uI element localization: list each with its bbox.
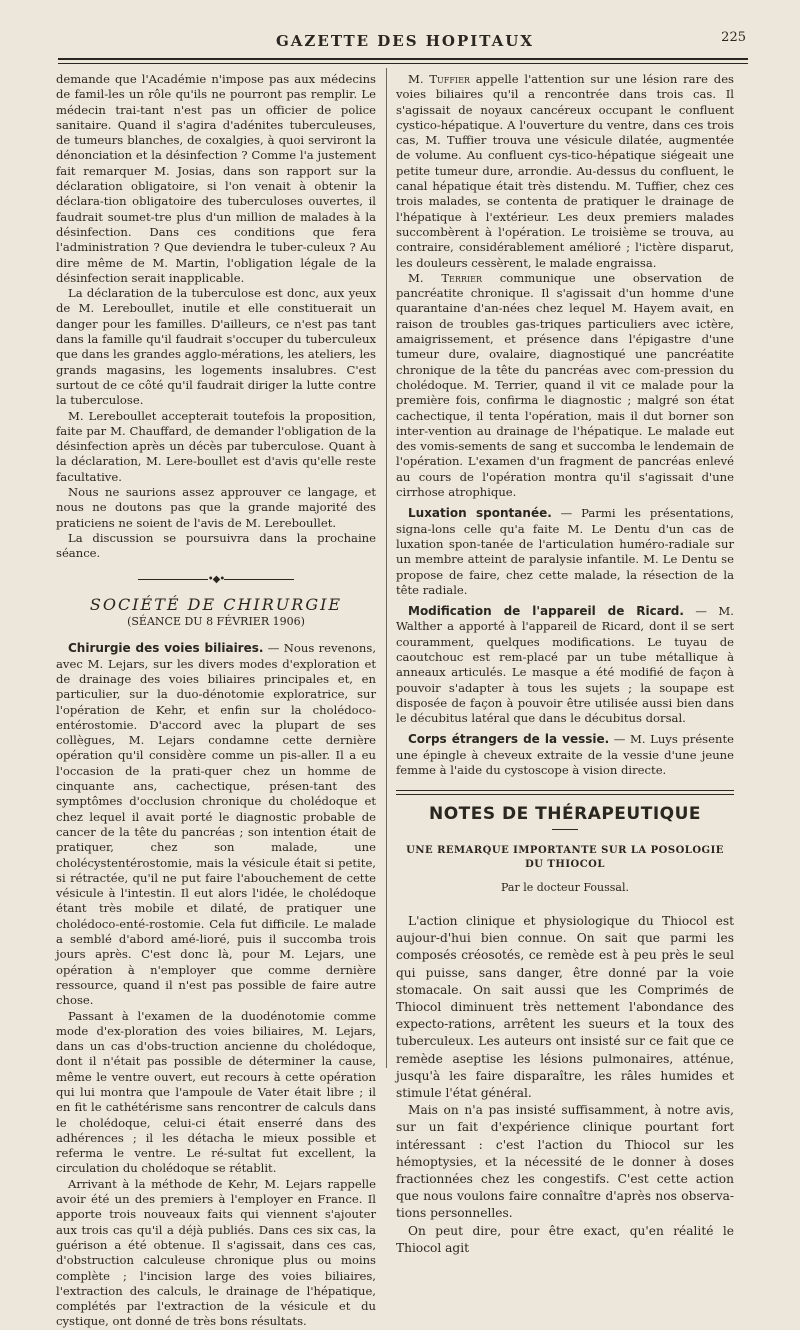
- paragraph-lead: Luxation spontanée.: [408, 506, 552, 521]
- notes-title: NOTES DE THÉRAPEUTIQUE: [428, 804, 702, 825]
- paragraph: L'action clinique et physiologique du Thiocol est aujour-d'hui bien connue. On sait que parmi les composés créosotés, ce remède est à peu près le seul qui puisse, sans danger, être donné par la voie stomacale. On sait aussi que les Comprimés de Thiocol diminuent très nettement l'abondance des expecto-rations, arrêtent les sueurs et la toux des tuberculeux. Les auteurs ont insisté sur ce fait que ce remède aseptise les lésions pulmonaires, atténue, jusqu'à les faire disparaître, les râles humides et stimule l'état général.: [396, 913, 734, 1100]
- article-byline: Par le docteur Foussal.: [501, 880, 629, 894]
- paragraph: La discussion se poursuivra dans la prochaine séance.: [56, 530, 376, 561]
- author-name: M. Terrier: [408, 270, 482, 285]
- paragraph: Passant à l'examen de la duodénotomie comme mode d'ex-ploration des voies biliaires, M. Lejars, dans un cas d'obs-truction ancienne du cholédoque, dont il n'était pas possible de déterminer la cause, même le ventre ouvert, eut recours à cette opération qui lui montra que l'ampoule de Vater était libre ; il en fit le cathétérisme sans rencontrer de calculs dans le cholédoque, celui-ci était enserré dans des adhérences ; il les détacha le mieux possible et referma le ventre. Le ré-sultat fut excellent, la circulation du cholédoque se rétablit.: [56, 1008, 376, 1176]
- paragraph: Corps étrangers de la vessie. — M. Luys présente une épingle à cheveux extraite de la vessie d'une jeune femme à l'aide du cystoscope à vision directe.: [396, 732, 734, 778]
- author-name: M. Tuffier: [408, 72, 470, 86]
- header-rule-thin: [58, 63, 748, 64]
- article-title: UNE REMARQUE IMPORTANTE SUR LA POSOLOGIE DU THIOCOL: [406, 844, 724, 870]
- paragraph: Mais on n'a pas insisté suffisamment, à notre avis, sur un fait d'expérience clinique pourtant fort intéressant : c'est l'action du Thiocol sur les hémoptysies, et la nécessité de le donner à doses fractionnées chez les congestifs. C'est cette action que nous voulons faire connaître d'après nos observa-tions personnelles.: [396, 1103, 734, 1221]
- page-number: 225: [721, 30, 746, 45]
- section-title: SOCIÉTÉ DE CHIRURGIE: [89, 594, 343, 614]
- paragraph: M. Tuffier appelle l'attention sur une lésion rare des voies biliaires qu'il a rencontrée dans trois cas. Il s'agissait de noyaux cancéreux occupant le confluent cystico-hépatique. A l'ouverture du ventre, dans ces trois cas, M. Tuffier trouva une vésicule dilatée, augmentée de volume. Au confluent cys-tico-hépatique siégeait une petite tumeur dure, arrondie. Au-dessus du confluent, le canal hépatique était très distendu. M. Tuffier, chez ces trois malades, se contenta de pratiquer le drainage de l'hépatique à l'extérieur. Les deux premiers malades succombèrent à l'opération. Le troisième se trouva, au contraire, considérablement amélioré ; l'ictère disparut, les douleurs cessèrent, le malade engraissa.: [396, 72, 735, 270]
- paragraph: On peut dire, pour être exact, qu'en réalité le Thiocol agit: [396, 1223, 734, 1255]
- paragraph: Modification de l'appareil de Ricard. — M. Walther a apporté à l'appareil de Ricard, dont il se sert couramment, quelques modifications. Le tuyau de caoutchouc est rem-placé par un tube métallique à anneaux articulés. Le masque a été modifié de façon à pouvoir s'adapter à tous les sujets ; la soupape est disposée de façon à pouvoir être utilisée aussi bien dans le décubitus latéral que dans le décubitus dorsal.: [396, 604, 734, 726]
- masthead-title: GAZETTE DES HOPITAUX: [275, 32, 534, 50]
- article-body: [396, 913, 734, 1257]
- paragraph: Chirurgie des voies biliaires. — Nous revenons, avec M. Lejars, sur les divers modes d'exploration et de drainage des voies biliaires principales et, en particulier, sur la duo-dénotomie exploratrice, sur l'opération de Kehr, et enfin sur la cholédoco-entérostomie. D'accord avec la plupart de ses collègues, M. Lejars condamne cette dernière opération qu'il considère comme un pis-aller. Il a eu l'occasion de la prati-quer chez un homme de cinquante ans, cachectique, présen-tant des symptômes d'occlusion chronique du cholédoque et chez lequel il avait porté le diagnostic probable de cancer de la tête du pancréas ; son intention était de pratiquer, chez son malade, une cholécystentérostomie, mais la vésicule était si petite, si rétractée, qu'il ne put faire l'abouchement de cette vésicule à l'intestin. Il eut alors l'idée, le cholédoque étant très mobile et dilaté, de pratiquer une cholédoco-enté-rostomie. Cela fut difficile. Le malade a semblé d'abord amé-lioré, puis il succomba trois jours après. C'est donc là, pour M. Lejars, une opération à n'employer que comme dernière ressource, quand il n'est pas possible de faire autre chose.: [56, 641, 376, 1008]
- paragraph: demande que l'Académie n'impose pas aux médecins de famil-les un rôle qu'ils ne pourront pas remplir. Le médecin trai-tant n'est pas un officier de police sanitaire. Quand il s'agira d'adénites tuberculeuses, de tumeurs blanches, de coxalgies, à quoi serviront la dénonciation et la désinfection ? Comme l'a justement fait remarquer M. Josias, dans son rapport sur la déclaration obligatoire, si l'on venait à obtenir la déclara-tion obligatoire des tuberculoses ouvertes, il faudrait soumet-tre plus d'un million de malades à la désinfection. Dans ces conditions que fera l'administration ? Que deviendra le tuber-culeux ? Au dire même de M. Martin, l'obligation légale de la désinfection serait inapplicable.: [56, 72, 376, 285]
- paragraph: Luxation spontanée. — Parmi les présentations, signa-lons celle qu'a faite M. Le Dentu d'un cas de luxation spon-tanée de l'articulation huméro-radiale sur un membre atteint de paralysie infantile. M. Le Dentu se propose de faire, chez cette malade, la résection de la tête radiale.: [396, 506, 734, 597]
- paragraph: M. Lereboullet accepterait toutefois la proposition, faite par M. Chauffard, de demander l'obligation de la désinfection après un décès par tuberculose. Quant à la déclaration, M. Lere-boullet est d'avis qu'elle reste facultative.: [56, 408, 376, 484]
- paragraph: Arrivant à la méthode de Kehr, M. Lejars rappelle avoir été un des premiers à l'employer en France. Il apporte trois nouveaux faits qui viennent s'ajouter aux trois cas qu'il a déjà publiés. Dans ces six cas, la guérison a été obtenue. Il s'agissait, dans ces cas, d'obstruction calculeuse chronique plus ou moins complète ; l'incision large des voies biliaires, l'extraction des calculs, le drainage de l'hépatique, complétés par l'extraction de la vésicule et du cystique, ont donné de très bons résultats.: [56, 1176, 376, 1329]
- paragraph: Nous ne saurions assez approuver ce langage, et nous ne doutons pas que la grande majorité des praticiens ne soient de l'avis de M. Lereboullet.: [56, 485, 376, 530]
- section-session: (SÉANCE DU 8 FÉVRIER 1906): [127, 615, 305, 629]
- paragraph: M. Terrier communique une observation de pancréatite chronique. Il s'agissait d'un homme d'une quarantaine d'an-nées chez lequel M. Hayem avait, en raison de troubles gas-triques particuliers avec ictère, amaigrissement, et présence dans l'épigastre d'une tumeur dure, ovalaire, diagnostiqué une pancréatite chronique de la tête du pancréas avec com-pression du cholédoque. M. Terrier, quand il vit ce malade pour la première fois, confirma le diagnostic ; malgré son état cachectique, il tenta l'opération, mais il dut borner son inter-vention au drainage de l'hépatique. Le malade eut des vomis-sements de sang et succomba le lendemain de l'opération. L'examen d'un fragment de pancréas enlevé au cours de l'opération montra qu'il s'agissait d'une cirrhose atrophique.: [396, 270, 734, 500]
- header-rule: [58, 58, 748, 60]
- column-divider: [386, 68, 387, 1068]
- ornament-divider: •◆•: [56, 572, 376, 587]
- right-column: [396, 72, 734, 1257]
- paragraph-lead: Corps étrangers de la vessie.: [408, 732, 610, 747]
- short-rule: [552, 829, 578, 830]
- double-rule: [396, 790, 734, 795]
- paragraph: La déclaration de la tuberculose est donc, aux yeux de M. Lereboullet, inutile et elle constituerait un danger pour les familles. D'ailleurs, ce n'est pas tant dans la famille qu'il faudrait s'occuper du tuberculeux que dans les grandes agglo-mérations, les ateliers, les grands magasins, les logements insalubres. C'est surtout de ce côté qu'il faudrait diriger la lutte contre la tuberculose.: [56, 286, 376, 408]
- paragraph-lead: Modification de l'appareil de Ricard.: [408, 604, 684, 619]
- left-column: [56, 72, 376, 1330]
- paragraph-lead: Chirurgie des voies biliaires.: [68, 641, 264, 656]
